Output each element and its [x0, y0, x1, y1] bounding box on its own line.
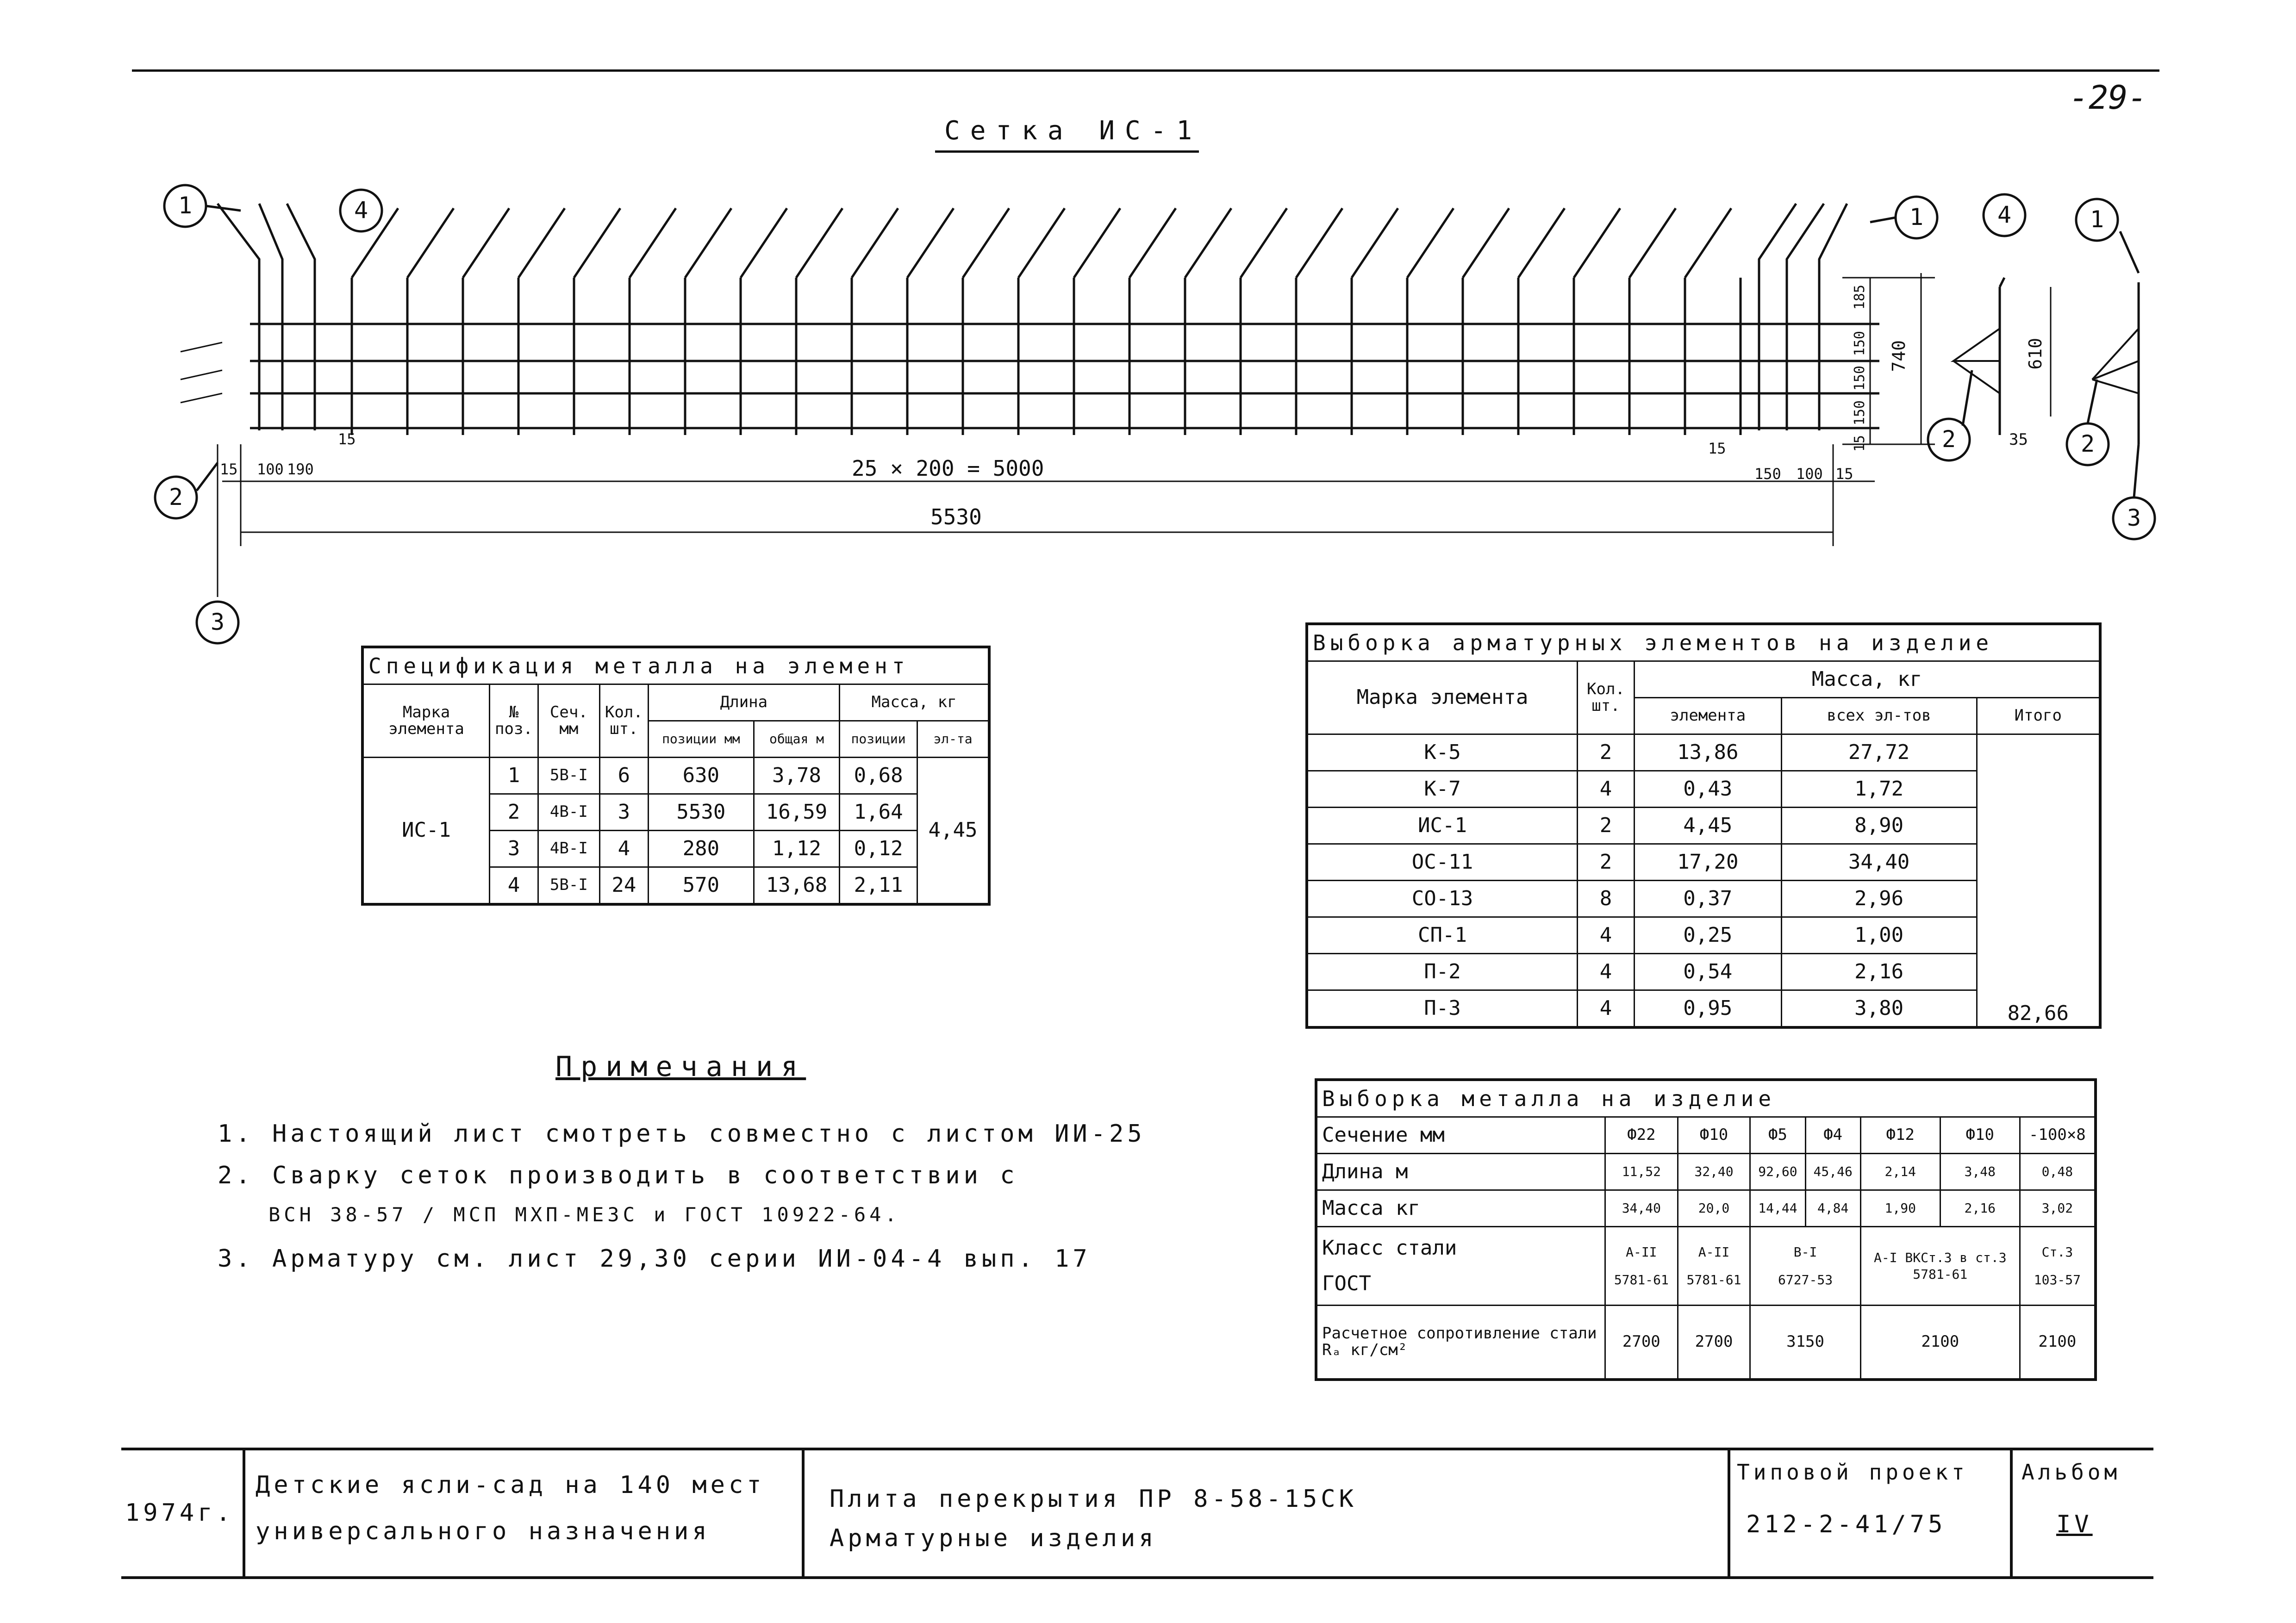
metal-gost: 6727-53	[1778, 1272, 1833, 1287]
spec-h-pos: № поз.	[490, 684, 538, 758]
metal-class-cell	[1860, 1227, 2020, 1306]
metal-res: 2100	[2020, 1306, 2096, 1380]
metal-cell: Ф4	[1805, 1117, 1860, 1154]
spec-cell: 630	[648, 758, 754, 794]
dim-left-15: 15	[220, 460, 238, 478]
spec-cell: 1,64	[840, 794, 917, 831]
diagonal-bar	[407, 208, 454, 278]
spec-cell: 1,12	[754, 831, 839, 867]
title-divider	[1728, 1450, 1730, 1576]
diagonal-bar	[574, 208, 620, 278]
title-object-1: Детские ясли-сад на 140 мест	[256, 1471, 765, 1499]
diagonal-bar	[1518, 208, 1565, 278]
note-num: 2.	[218, 1162, 254, 1189]
spec-cell: 4В-I	[538, 831, 599, 867]
title-block	[121, 1448, 2153, 1579]
metal-cell: 14,44	[1750, 1190, 1805, 1227]
sel-cell: 1,00	[1781, 917, 1977, 954]
spec-cell: 1	[490, 758, 538, 794]
metal-cell: 4,84	[1805, 1190, 1860, 1227]
dim-left-100: 100	[257, 460, 284, 478]
diagonal-bar	[463, 208, 509, 278]
metal-cell: 2,16	[1940, 1190, 2020, 1227]
title-project-code: 212-2-41/75	[1746, 1511, 1947, 1538]
spec-h-qty: Кол. шт.	[599, 684, 648, 758]
callout-4-left: 4	[354, 197, 368, 224]
metal-label-gost-text: ГОСТ	[1322, 1271, 1371, 1295]
metal-label-class	[1316, 1227, 1605, 1306]
note-3	[218, 1245, 1091, 1273]
table-row	[1316, 1306, 2096, 1380]
title-album-label: Альбом	[2021, 1460, 2121, 1485]
metal-class: А-II	[1698, 1244, 1730, 1260]
page-number: -29-	[2069, 79, 2147, 117]
spec-cell: 24	[599, 867, 648, 905]
dim-side-185: 185	[1852, 285, 1868, 310]
metal-gost: 5781-61	[1614, 1272, 1669, 1287]
callout-1-left: 1	[178, 192, 193, 219]
title-divider	[2010, 1450, 2013, 1576]
sel-cell: СП-1	[1307, 917, 1578, 954]
metal-class-cell	[1605, 1227, 1678, 1306]
sel-cell: 27,72	[1781, 734, 1977, 771]
spec-cell: 570	[648, 867, 754, 905]
spec-h-mark: Марка элемента	[362, 684, 490, 758]
diagonal-bar	[1074, 208, 1120, 278]
sel-cell: 8	[1578, 881, 1635, 917]
metal-label-length: Длина м	[1316, 1154, 1605, 1190]
diagonal-bar	[1296, 208, 1342, 278]
diagonal-bar	[1407, 208, 1454, 278]
metal-class: В-I	[1793, 1244, 1817, 1260]
metal-cell: Ф22	[1605, 1117, 1678, 1154]
selection-table	[1305, 622, 2102, 1029]
diagonal-bar	[685, 208, 731, 278]
sel-cell: ИС-1	[1307, 808, 1578, 844]
dim-left-offset: 15	[338, 430, 356, 448]
metal-label-resistance: Расчетное сопротивление стали Rₐ кг/см²	[1316, 1306, 1605, 1380]
dim-side-150b: 150	[1852, 366, 1868, 391]
sel-cell: 2,16	[1781, 954, 1977, 990]
diagonal-bar	[907, 208, 954, 278]
sel-cell: СО-13	[1307, 881, 1578, 917]
metal-class-cell	[1678, 1227, 1750, 1306]
title-drawing-1: Плита перекрытия ПР 8-58-15СК	[830, 1485, 1357, 1513]
note-text: Настоящий лист смотреть совместно с листом ИИ-25	[272, 1120, 1146, 1148]
table-row	[1316, 1190, 2096, 1227]
sel-cell: 2,96	[1781, 881, 1977, 917]
metal-label-section: Сечение мм	[1316, 1117, 1605, 1154]
dim-right-offset: 15	[1708, 440, 1726, 457]
sel-cell: 0,54	[1635, 954, 1782, 990]
metal-cell: 3,02	[2020, 1190, 2096, 1227]
diagonal-bar	[1463, 208, 1509, 278]
sel-cell: 34,40	[1781, 844, 1977, 881]
metal-cell: Ф10	[1940, 1117, 2020, 1154]
spec-cell: 6	[599, 758, 648, 794]
note-1	[218, 1120, 1146, 1148]
sel-cell: 2	[1578, 844, 1635, 881]
spec-h-len-pos: позиции мм	[648, 721, 754, 758]
note-text: ВСН 38-57 / МСП МХП-МЕЗС и ГОСТ 10922-64.	[268, 1203, 900, 1226]
spec-h-mass-el: эл-та	[917, 721, 989, 758]
sel-h-el: элемента	[1635, 698, 1782, 734]
diagonal-bar	[852, 208, 898, 278]
metal-cell: 32,40	[1678, 1154, 1750, 1190]
spec-mark: ИС-1	[362, 758, 490, 905]
sel-cell: 0,37	[1635, 881, 1782, 917]
sel-total	[1977, 734, 2100, 1028]
sel-cell: П-3	[1307, 990, 1578, 1028]
note-num: 1.	[218, 1120, 254, 1148]
title-divider	[802, 1450, 805, 1576]
spec-cell: 0,68	[840, 758, 917, 794]
spec-h-len-total: общая м	[754, 721, 839, 758]
diagonal-bar	[1685, 208, 1731, 278]
sel-cell: 1,72	[1781, 771, 1977, 808]
metal-cell: 3,48	[1940, 1154, 2020, 1190]
metal-cell: 45,46	[1805, 1154, 1860, 1190]
mesh-drawing	[0, 0, 2296, 671]
spec-cell: 3	[490, 831, 538, 867]
sel-cell: 4,45	[1635, 808, 1782, 844]
sel-cell: К-7	[1307, 771, 1578, 808]
diagonal-bar	[1241, 208, 1287, 278]
metal-table	[1315, 1078, 2097, 1381]
metal-res: 2700	[1605, 1306, 1678, 1380]
metal-class: А-II	[1626, 1244, 1657, 1260]
metal-cell: Ф12	[1860, 1117, 1940, 1154]
metal-cell: -100×8	[2020, 1117, 2096, 1154]
dim-height: 740	[1889, 340, 1909, 372]
note-2-cont	[268, 1203, 900, 1226]
diagonal-bar	[1629, 208, 1676, 278]
mesh-transverse-bars	[352, 278, 1741, 435]
sel-cell: 2	[1578, 808, 1635, 844]
sel-cell: ОС-11	[1307, 844, 1578, 881]
sel-cell: 17,20	[1635, 844, 1782, 881]
drawing-title: Сетка ИС-1	[944, 116, 1203, 146]
table-row	[362, 758, 989, 794]
spec-h-length: Длина	[648, 684, 839, 721]
sel-cell: К-5	[1307, 734, 1578, 771]
sel-cell: 4	[1578, 917, 1635, 954]
spec-cell: 3,78	[754, 758, 839, 794]
title-divider	[243, 1450, 245, 1576]
sel-cell: 0,43	[1635, 771, 1782, 808]
sel-cell: 4	[1578, 954, 1635, 990]
selection-title: Выборка арматурных элементов на изделие	[1307, 624, 2100, 661]
spec-cell: 280	[648, 831, 754, 867]
metal-title: Выборка металла на изделие	[1316, 1080, 2096, 1117]
dim-right-15: 15	[1835, 465, 1853, 483]
table-row	[1316, 1227, 2096, 1306]
metal-cell: 92,60	[1750, 1154, 1805, 1190]
spec-cell: 13,68	[754, 867, 839, 905]
spec-cell: 0,12	[840, 831, 917, 867]
dim-side-15: 15	[1852, 435, 1868, 452]
diagonal-bar	[1129, 208, 1176, 278]
mesh-longitudinal-bars	[250, 324, 1879, 428]
spec-cell: 4В-I	[538, 794, 599, 831]
sel-cell: 3,80	[1781, 990, 1977, 1028]
sel-h-total: Итого	[1977, 698, 2100, 734]
dim-right-150: 150	[1754, 465, 1781, 483]
diagonal-bar	[963, 208, 1009, 278]
dim-section-height: 610	[2025, 338, 2046, 370]
sel-cell: 13,86	[1635, 734, 1782, 771]
title-object-2: универсального назначения	[256, 1517, 711, 1545]
title-year: 1974г.	[125, 1499, 234, 1527]
metal-class-cell	[1750, 1227, 1860, 1306]
callout-2-section-b: 2	[2081, 430, 2095, 457]
metal-cell: 11,52	[1605, 1154, 1678, 1190]
diagonal-bar	[1185, 208, 1231, 278]
spec-title: Спецификация металла на элемент	[362, 647, 989, 684]
dim-left-190: 190	[287, 460, 314, 478]
note-2	[218, 1162, 1018, 1189]
spec-table	[361, 646, 991, 906]
spec-h-mass-pos: позиции	[840, 721, 917, 758]
metal-class-cell	[2020, 1227, 2096, 1306]
sel-h-mass: Масса, кг	[1635, 661, 2101, 698]
metal-cell: Ф10	[1678, 1117, 1750, 1154]
callout-2-bottom: 2	[169, 484, 183, 510]
spec-cell: 5530	[648, 794, 754, 831]
title-drawing-2: Арматурные изделия	[830, 1524, 1157, 1552]
dim-section-step: 35	[2009, 430, 2028, 449]
notes-title: Примечания	[555, 1051, 806, 1083]
sel-cell: 4	[1578, 990, 1635, 1028]
callout-3-bottom: 3	[211, 609, 225, 635]
callout-3-section: 3	[2127, 504, 2141, 531]
metal-res: 2700	[1678, 1306, 1750, 1380]
metal-cell: Ф5	[1750, 1117, 1805, 1154]
diagonal-bar	[518, 208, 565, 278]
metal-label-class-text: Класс стали	[1322, 1236, 1457, 1260]
note-text: Сварку сеток производить в соответствии с	[272, 1162, 1018, 1189]
callout-1-section: 1	[2090, 206, 2104, 233]
sel-cell: 0,25	[1635, 917, 1782, 954]
table-row	[1307, 734, 2100, 771]
metal-gost: 103-57	[2034, 1272, 2081, 1287]
diagonal-bar	[630, 208, 676, 278]
metal-gost: 5781-61	[1686, 1272, 1741, 1287]
spec-element-mass: 4,45	[917, 758, 989, 905]
dim-right-100: 100	[1796, 465, 1823, 483]
spec-cell: 16,59	[754, 794, 839, 831]
dim-side-150c: 150	[1852, 400, 1868, 426]
diagonal-bar	[1574, 208, 1620, 278]
sel-h-mark: Марка элемента	[1307, 661, 1578, 734]
metal-cell: 2,14	[1860, 1154, 1940, 1190]
metal-res: 3150	[1750, 1306, 1860, 1380]
metal-res: 2100	[1860, 1306, 2020, 1380]
note-text: Арматуру см. лист 29,30 серии ИИ-04-4 вып. 17	[272, 1245, 1091, 1273]
sel-cell: 2	[1578, 734, 1635, 771]
spec-cell: 4	[599, 831, 648, 867]
sel-h-qty: Кол. шт.	[1578, 661, 1635, 734]
callout-4-section: 4	[1997, 201, 2012, 228]
callout-2-section-a: 2	[1942, 426, 1956, 453]
sel-cell: 8,90	[1781, 808, 1977, 844]
callout-1-right: 1	[1909, 204, 1924, 230]
metal-label-mass: Масса кг	[1316, 1190, 1605, 1227]
metal-cell: 1,90	[1860, 1190, 1940, 1227]
sel-h-all: всех эл-тов	[1781, 698, 1977, 734]
spec-cell: 2,11	[840, 867, 917, 905]
dim-total: 5530	[930, 504, 982, 529]
spec-cell: 2	[490, 794, 538, 831]
spec-h-mass: Масса, кг	[840, 684, 989, 721]
table-row	[1316, 1117, 2096, 1154]
sel-total-value: 82,66	[2007, 1001, 2069, 1025]
mesh-diagonal-bars	[352, 208, 1731, 278]
title-project-label: Типовой проект	[1737, 1460, 1968, 1485]
metal-cell: 0,48	[2020, 1154, 2096, 1190]
metal-class: Ст.3	[2041, 1244, 2073, 1260]
metal-class: А-I ВКСт.3 в ст.3	[1873, 1250, 2007, 1266]
diagonal-bar	[1018, 208, 1065, 278]
metal-cell: 34,40	[1605, 1190, 1678, 1227]
metal-gost: 5781-61	[1913, 1266, 1968, 1282]
diagonal-bar	[1352, 208, 1398, 278]
sel-cell: 0,95	[1635, 990, 1782, 1028]
dim-side-150a: 150	[1852, 331, 1868, 356]
dim-span: 25 × 200 = 5000	[852, 456, 1044, 481]
spec-cell: 3	[599, 794, 648, 831]
spec-cell: 4	[490, 867, 538, 905]
diagonal-bar	[741, 208, 787, 278]
spec-cell: 5В-I	[538, 867, 599, 905]
diagonal-bar	[796, 208, 842, 278]
note-num: 3.	[218, 1245, 254, 1273]
sel-cell: 4	[1578, 771, 1635, 808]
title-album-num: IV	[2056, 1511, 2093, 1538]
spec-h-sec: Сеч. мм	[538, 684, 599, 758]
metal-cell: 20,0	[1678, 1190, 1750, 1227]
table-row	[1316, 1154, 2096, 1190]
spec-cell: 5В-I	[538, 758, 599, 794]
sel-cell: П-2	[1307, 954, 1578, 990]
